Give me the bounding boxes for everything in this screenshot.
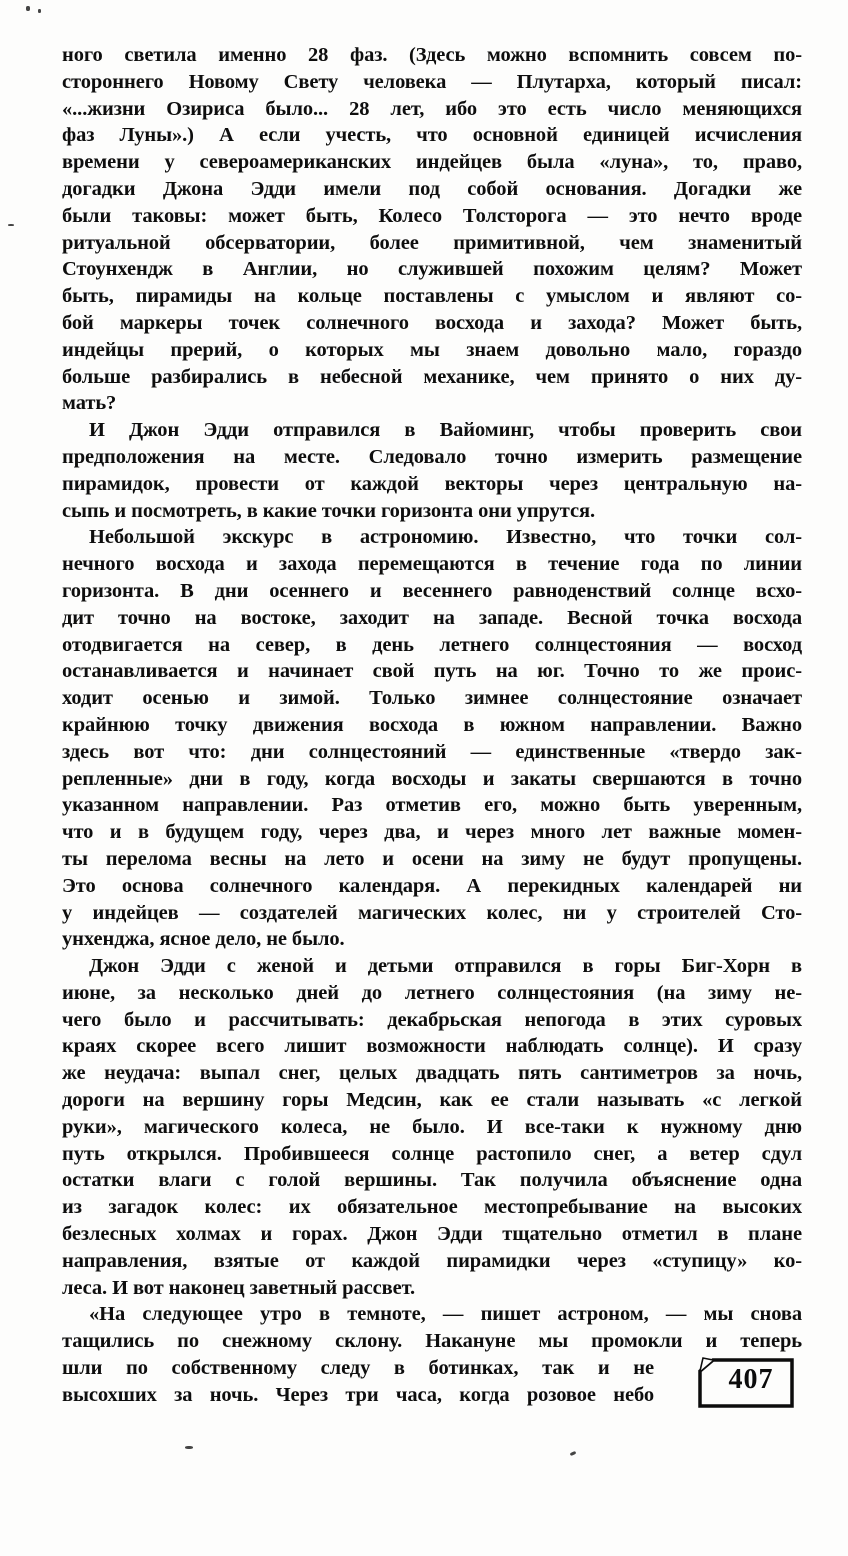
text-line: И Джон Эдди отправился в Вайоминг, чтобы проверить свои <box>89 419 802 442</box>
scan-speck <box>8 224 14 226</box>
text-line: высохших за ночь. Через три часа, когда розовое небо <box>62 1383 654 1406</box>
text-line: предположения на месте. Следовало точно измерить размещение <box>62 445 802 468</box>
text-line: указанном направлении. Раз отметив его, можно быть уверенным, <box>62 794 802 817</box>
text-line: пирамидок, провести от каждой векторы через центральную на- <box>62 472 802 495</box>
text-line: быть, пирамиды на кольце поставлены с умыслом и являют со- <box>62 285 802 308</box>
text-line: чего было и рассчитывать: декабрьская непогода в этих суровых <box>62 1008 802 1031</box>
scan-speck <box>38 9 41 13</box>
text-line: шли по собственному следу в ботинках, так и не <box>62 1357 654 1380</box>
page-text <box>62 42 802 1409</box>
text-line: «...жизни Озириса было... 28 лет, ибо это есть число меняющихся <box>62 97 802 120</box>
text-line: времени у североамериканских индейцев была «луна», то, право, <box>62 151 802 174</box>
text-line: леса. И вот наконец заветный рассвет. <box>62 1276 416 1299</box>
text-line: репленные» дни в году, когда восходы и закаты свершаются в точно <box>62 767 802 790</box>
text-line: сыпь и посмотреть, в какие точки горизонта они упрутся. <box>62 499 595 522</box>
text-line: дит точно на востоке, заходит на западе. Весной точка восхода <box>62 606 802 629</box>
text-line: безлесных холмах и горах. Джон Эдди тщательно отметил в плане <box>62 1223 802 1246</box>
text-line: фаз Луны».) А если учесть, что основной единицей исчисления <box>62 124 802 147</box>
text-line: что и в будущем году, через два, и через много лет важные момен- <box>62 821 802 844</box>
text-line: догадки Джона Эдди имели под собой основания. Догадки же <box>62 177 802 200</box>
text-line: ного светила именно 28 фаз. (Здесь можно вспомнить совсем по- <box>62 44 802 66</box>
text-line: же неудача: выпал снег, целых двадцать пять сантиметров за ночь, <box>62 1062 802 1085</box>
text-line: руки», магического колеса, не было. И все-таки к нужному дню <box>62 1115 802 1138</box>
page-number-box <box>696 1356 796 1410</box>
text-line: остатки влаги с голой вершины. Так получила объяснение одна <box>62 1169 802 1192</box>
scan-speck <box>185 1446 193 1449</box>
text-line: ритуальной обсерватории, более примитивной, чем знаменитый <box>62 231 802 254</box>
text-line: у индейцев — создателей магических колес, ни у строителей Сто- <box>62 901 802 924</box>
text-line: горизонта. В дни осеннего и весеннего равноденствий солнце всхо- <box>62 579 802 602</box>
text-line: крайнюю точку движения восхода в южном направлении. Важно <box>62 713 802 736</box>
text-line: бой маркеры точек солнечного восхода и захода? Может быть, <box>62 311 802 334</box>
text-line: отодвигается на север, в день летнего солнцестояния — восход <box>62 633 802 656</box>
text-line: ходит осенью и зимой. Только зимнее солнцестояние означает <box>62 687 802 710</box>
scan-speck <box>26 6 30 11</box>
text-line: унхенджа, ясное дело, не было. <box>62 928 345 951</box>
text-line: останавливается и начинает свой путь на юг. Точно то же проис- <box>62 660 802 683</box>
text-line: здесь вот что: дни солнцестояний — единственные «твердо зак- <box>62 740 802 763</box>
text-line: мать? <box>62 392 117 415</box>
text-line: Стоунхендж в Англии, но служившей похожим целям? Может <box>62 258 802 281</box>
text-line: тащились по снежному склону. Накануне мы промокли и теперь <box>62 1330 802 1353</box>
text-line: краях скорее всего лишит возможности наблюдать солнце). И сразу <box>62 1035 802 1058</box>
text-line: Это основа солнечного календаря. А перекидных календарей ни <box>62 874 802 897</box>
text-line: больше разбирались в небесной механике, чем принято о них ду- <box>62 365 802 388</box>
text-line: были таковы: может быть, Колесо Толсторога — это нечто вроде <box>62 204 802 227</box>
text-line: ты перелома весны на лето и осени на зиму не будут пропущены. <box>62 847 802 870</box>
text-line: стороннего Новому Свету человека — Плутарха, который писал: <box>62 70 802 93</box>
scan-speck <box>570 1451 577 1456</box>
text-line: Джон Эдди с женой и детьми отправился в горы Биг-Хорн в <box>89 955 802 978</box>
page-number: 407 <box>728 1364 774 1395</box>
text-line: июне, за несколько дней до летнего солнцестояния (на зиму не- <box>62 981 802 1004</box>
text-line: из загадок колес: их обязательное местопребывание на высоких <box>62 1196 802 1219</box>
text-line: нечного восхода и захода перемещаются в течение года по линии <box>62 553 802 576</box>
text-line: направления, взятые от каждой пирамидки через «ступицу» ко- <box>62 1249 802 1272</box>
text-line: путь открылся. Пробившееся солнце растопило снег, а ветер сдул <box>62 1142 802 1165</box>
text-line: Небольшой экскурс в астрономию. Известно, что точки сол- <box>89 526 802 549</box>
text-line: «На следующее утро в темноте, — пишет астроном, — мы снова <box>89 1303 802 1326</box>
text-line: индейцы прерий, о которых мы знаем довольно мало, гораздо <box>62 338 802 361</box>
text-line: дороги на вершину горы Медсин, как ее стали называть «с легкой <box>62 1089 802 1112</box>
